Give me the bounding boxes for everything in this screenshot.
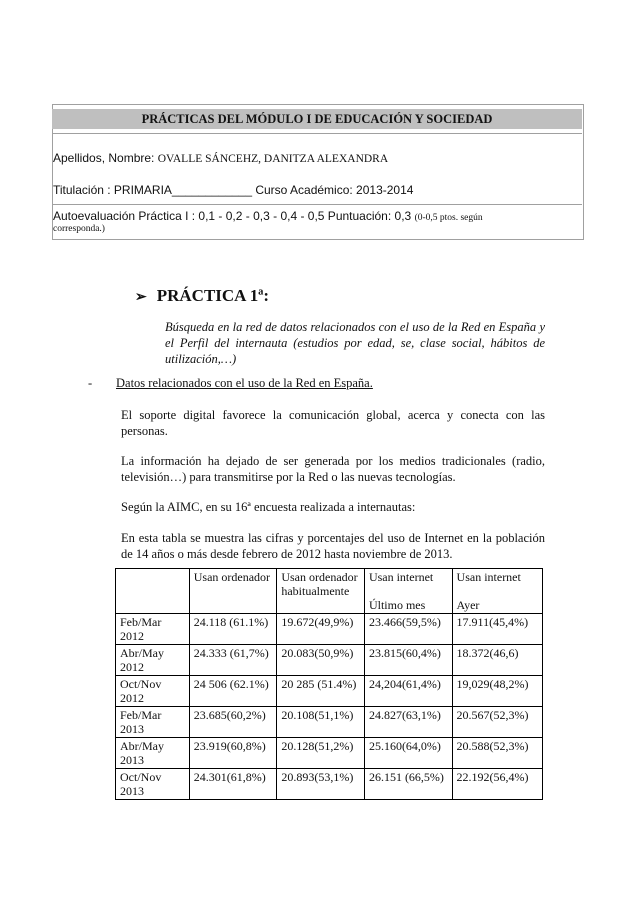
table-cell: 24.301(61,8%) (189, 769, 277, 800)
table-row (116, 707, 543, 738)
table-cell: 23.466(59,5%) (364, 614, 452, 645)
table-cell: Abr/May 2013 (116, 738, 190, 769)
paragraph-2: La información ha dejado de ser generada por los medios tradicionales (radio, televisión…) para transmitirse por la Red o las nuevas tecnologías. (121, 454, 545, 484)
practice-description: Búsqueda en la red de datos relacionados con el uso de la Red en España y el Perfil del internauta (estudios por edad, se, clase social, hábitos de utilización,…) (165, 320, 545, 366)
table-row (116, 614, 543, 645)
document-title: PRÁCTICAS DEL MÓDULO I DE EDUCACIÓN Y SOCIEDAD (52, 109, 582, 129)
table-cell: 24,204(61,4%) (364, 676, 452, 707)
table-cell: 22.192(56,4%) (452, 769, 542, 800)
table-cell: 20.588(52,3%) (452, 738, 542, 769)
name-value: OVALLE SÁNCEHZ, DANITZA ALEXANDRA (157, 153, 389, 165)
table-cell: 23.815(60,4%) (364, 645, 452, 676)
table-cell: 17.911(45,4%) (452, 614, 542, 645)
table-cell: 24 506 (62.1%) (189, 676, 277, 707)
table-row (116, 645, 543, 676)
paragraph-4: En esta tabla se muestra las cifras y porcentajes del uso de Internet en la población de 14 años o más desde febrero de 2012 hasta noviembre de 2013. (121, 531, 545, 561)
table-cell: Feb/Mar 2013 (116, 707, 190, 738)
table-header-cell: Usan ordenador habitualmente (277, 569, 365, 614)
table-header-cell (116, 569, 190, 614)
table-cell: 23.919(60,8%) (189, 738, 277, 769)
degree-line: Titulación : PRIMARIA____________ Curso Académico: 2013-2014 (53, 183, 414, 197)
eval-note-continued: corresponda.) (53, 224, 105, 234)
table-row (116, 769, 543, 800)
section-heading: Datos relacionados con el uso de la Red en España. (116, 376, 373, 390)
table-cell: 23.685(60,2%) (189, 707, 277, 738)
table-cell: Feb/Mar 2012 (116, 614, 190, 645)
table-cell: 19,029(48,2%) (452, 676, 542, 707)
table-cell: 18.372(46,6) (452, 645, 542, 676)
practice-title (135, 286, 269, 306)
name-label: Apellidos, Nombre: (53, 151, 155, 165)
practice-title-text: PRÁCTICA 1ª: (156, 286, 270, 305)
divider (52, 204, 582, 205)
table-cell: 26.151 (66,5%) (364, 769, 452, 800)
eval-note: (0-0,5 ptos. según (414, 213, 483, 223)
section-bullet: - (88, 376, 93, 390)
table-cell: 24.333 (61,7%) (189, 645, 277, 676)
table-cell: Abr/May 2012 (116, 645, 190, 676)
table-cell: 24.827(63,1%) (364, 707, 452, 738)
table-cell: 25.160(64,0%) (364, 738, 452, 769)
paragraph-3: Según la AIMC, en su 16ª encuesta realizada a internautas: (121, 500, 416, 514)
table-cell: 20.108(51,1%) (277, 707, 365, 738)
table-row (116, 676, 543, 707)
table-cell: 20.567(52,3%) (452, 707, 542, 738)
table-header-cell: Usan internet Ayer (452, 569, 542, 614)
table-cell: 20.893(53,1%) (277, 769, 365, 800)
table-header-cell: Usan ordenador (189, 569, 277, 614)
table-cell: 20 285 (51.4%) (277, 676, 365, 707)
table-cell: 19.672(49,9%) (277, 614, 365, 645)
eval-label: Autoevaluación Práctica I : 0,1 - 0,2 - 0,3 - 0,4 - 0,5 Puntuación: 0,3 (53, 209, 412, 223)
table-cell: 20.128(51,2%) (277, 738, 365, 769)
table-header-cell: Usan internet Último mes (364, 569, 452, 614)
paragraph-1: El soporte digital favorece la comunicación global, acerca y conecta con las personas. (121, 408, 545, 438)
table-cell: Oct/Nov 2012 (116, 676, 190, 707)
divider (52, 133, 582, 134)
table-cell: 24.118 (61.1%) (189, 614, 277, 645)
table-cell: 20.083(50,9%) (277, 645, 365, 676)
eval-line (53, 209, 483, 223)
name-line (53, 151, 388, 165)
table-cell: Oct/Nov 2013 (116, 769, 190, 800)
internet-usage-table (115, 568, 543, 800)
table-header-row (116, 569, 543, 614)
table-row (116, 738, 543, 769)
arrow-bullet-icon: ➢ (135, 290, 147, 305)
